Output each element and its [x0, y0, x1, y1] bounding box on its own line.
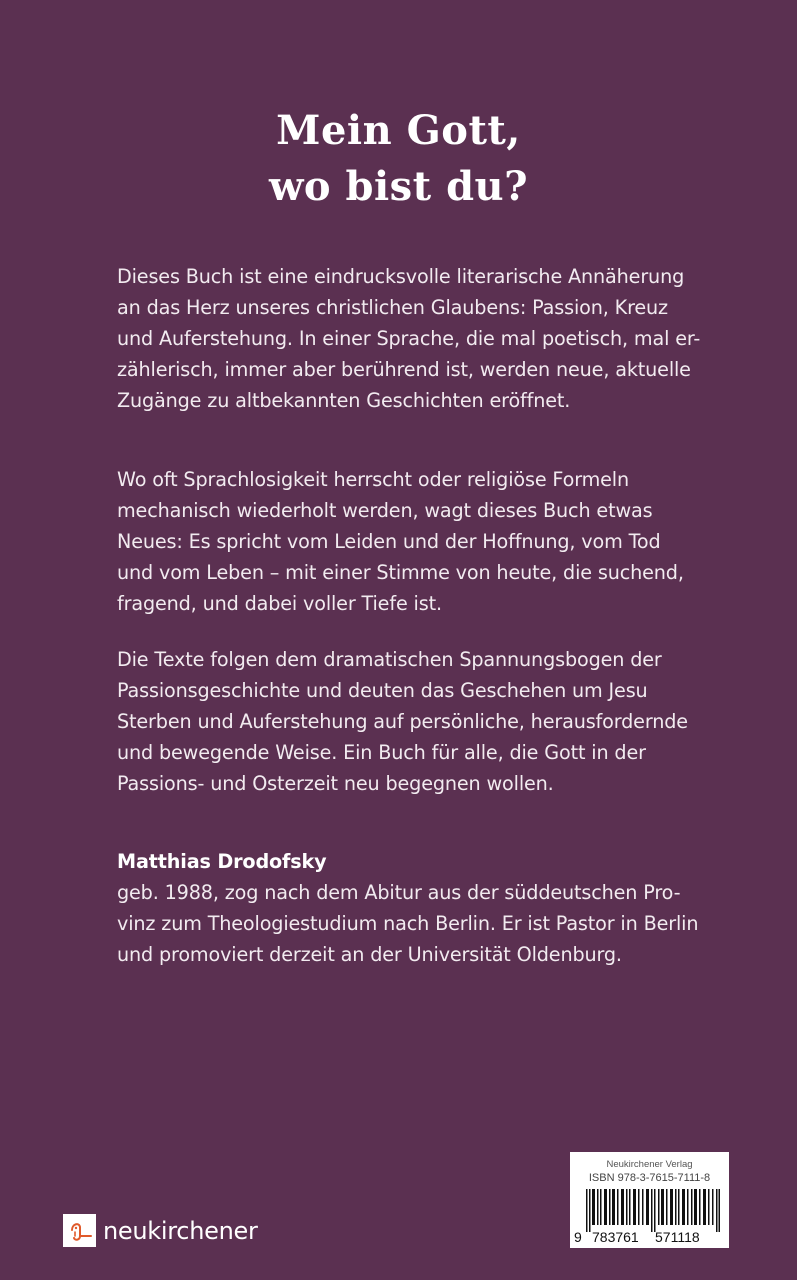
- barcode-digit-group-1: 783761: [592, 1229, 639, 1245]
- text-line: Passionsgeschichte und deuten das Geschehen um Jesu: [117, 679, 648, 702]
- isbn-barcode: [570, 1152, 729, 1248]
- barcode-digits: [574, 1229, 725, 1245]
- text-line: Die Texte folgen dem dramatischen Spannungsbogen der: [117, 648, 662, 671]
- bio-line: geb. 1988, zog nach dem Abitur aus der süddeutschen Pro-: [117, 881, 681, 904]
- barcode-bars-icon: [586, 1189, 720, 1232]
- text-line: Zugänge zu altbekannten Geschichten eröffnet.: [117, 389, 571, 412]
- publisher-name: neukirchener: [103, 1216, 258, 1245]
- barcode-digit-group-2: 571118: [655, 1229, 700, 1245]
- author-name: Matthias Drodofsky: [117, 850, 327, 873]
- barcode-isbn: ISBN 978-3-7615-7111-8: [588, 1172, 711, 1184]
- text-line: zählerisch, immer aber berührend ist, werden neue, aktuelle: [117, 358, 691, 381]
- title-line-2: wo bist du?: [268, 163, 529, 210]
- text-line: Wo oft Sprachlosigkeit herrscht oder religiöse Formeln: [117, 468, 630, 491]
- bio-line: vinz zum Theologiestudium nach Berlin. Er ist Pastor in Berlin: [117, 912, 699, 935]
- blurb-paragraph-3: [117, 644, 697, 799]
- book-title: [0, 103, 797, 215]
- bird-logo-icon: [63, 1214, 96, 1247]
- text-line: Sterben und Auferstehung auf persönliche, herausfordernde: [117, 710, 688, 733]
- title-line-1: Mein Gott,: [276, 107, 521, 154]
- barcode-publisher: Neukirchener Verlag: [606, 1159, 693, 1170]
- blurb-paragraph-1: [117, 261, 701, 416]
- text-line: mechanisch wiederholt werden, wagt dieses Buch etwas: [117, 499, 653, 522]
- text-line: und vom Leben – mit einer Stimme von heute, die suchend,: [117, 561, 684, 584]
- text-line: Dieses Buch ist eine eindrucksvolle literarische Annäherung: [117, 265, 685, 288]
- blurb-paragraph-2: [117, 464, 697, 619]
- text-line: fragend, und dabei voller Tiefe ist.: [117, 592, 442, 615]
- barcode-digit-prefix: 9: [574, 1229, 582, 1245]
- text-line: an das Herz unseres christlichen Glaubens: Passion, Kreuz: [117, 296, 668, 319]
- author-bio: [117, 846, 697, 970]
- publisher-logo: [63, 1214, 258, 1247]
- text-line: Passions- und Osterzeit neu begegnen wollen.: [117, 772, 554, 795]
- text-line: und Auferstehung. In einer Sprache, die mal poetisch, mal er-: [117, 327, 701, 350]
- text-line: Neues: Es spricht vom Leiden und der Hoffnung, vom Tod: [117, 530, 661, 553]
- bio-line: und promoviert derzeit an der Universität Oldenburg.: [117, 943, 622, 966]
- text-line: und bewegende Weise. Ein Buch für alle, die Gott in der: [117, 741, 646, 764]
